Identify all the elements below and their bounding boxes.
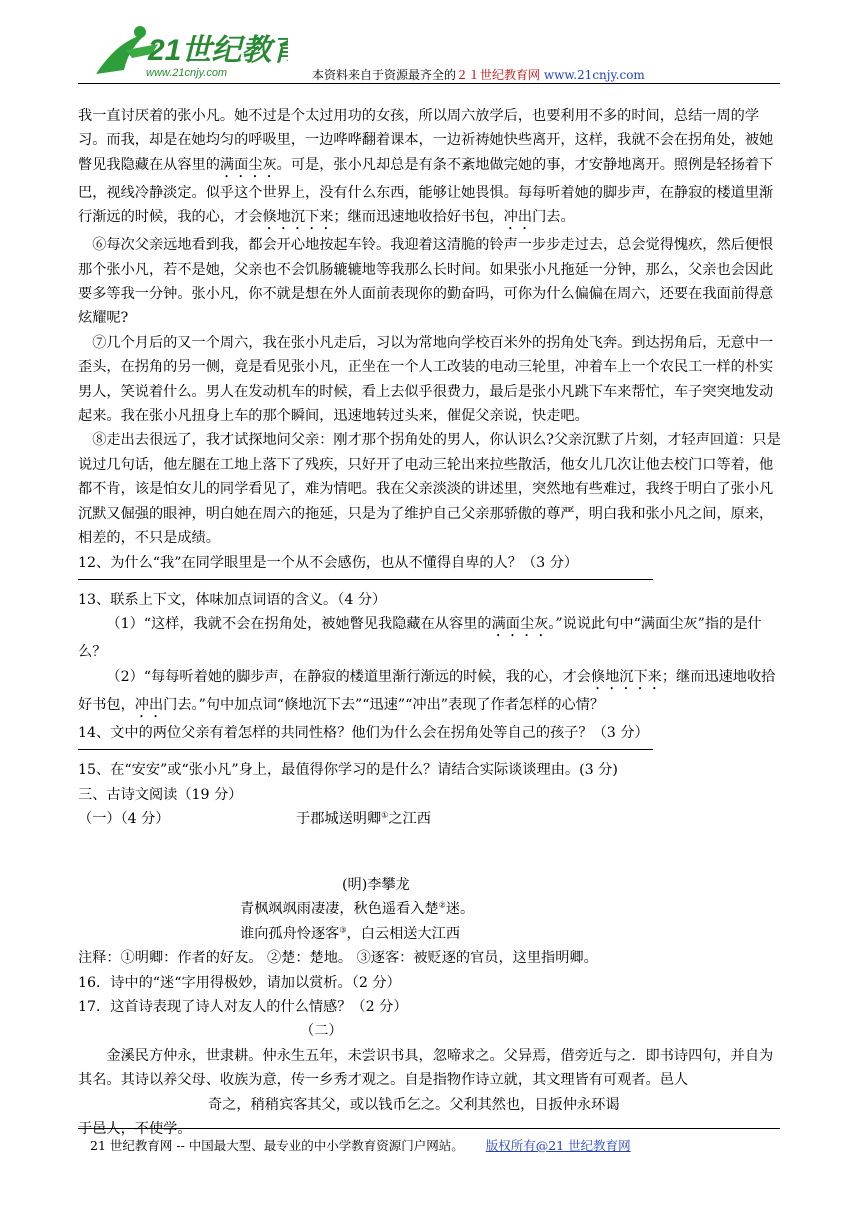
passage-paragraph-6: ⑥每次父亲远地看到我，都会开心地按起车铃。我迎着这清脆的铃声一步步走过去，总会觉得愧疚，然后便恨那个张小凡，若不是她，父亲也不会饥肠辘辘地等我那么长时间。如果张小凡拖延一分钟，那么，父亲也会因此要多等我一分钟。张小凡，你不就是想在外人面前表现你的勤奋吗，可你为什么偏偏在周六，还要在我面前得意炫耀呢? (78, 237, 774, 327)
part1-label: （一）（4 分） (78, 810, 170, 827)
answer-line (78, 575, 653, 580)
logo-url: www.21cnjy.com (146, 67, 228, 79)
logo-text: 21世纪教育 (148, 34, 288, 67)
header-note: 本资料来自于资源最齐全的２１世纪教育网 www.21cnjy.com (312, 68, 645, 82)
question-17: 17．这首诗表现了诗人对友人的什么情感？（2 分） (78, 998, 408, 1015)
poem-title-row (78, 807, 783, 835)
prose-paragraph: 金溪民方仲永，世隶耕。仲永生五年，未尝识书具，忽啼求之。父异焉，借旁近与之．即书诗四句，并自为其名。其诗以养父母、收族为意，传一乡秀才观之。自是指物作诗立就，其文理皆有可观者。邑人 (78, 1047, 774, 1089)
header-link[interactable]: www.21cnjy.com (540, 68, 645, 82)
document-body (78, 104, 783, 1141)
question-15: 15、在“安安”或“张小凡”身上，最值得你学习的是什么？请结合实际谈谈理由。(3 分) (78, 762, 618, 779)
prose-continued: 奇之，稍稍宾客其父，或以钱币乞之。父利其然也，日扳仲永环谒 (208, 1096, 620, 1113)
poem-line-1: 青枫飒飒雨凄凄，秋色遥看入楚②迷。 (240, 900, 475, 918)
footer (90, 1136, 631, 1154)
poem-title: 于郡城送明卿①之江西 (296, 810, 431, 827)
poem-line-2: 谁向孤舟怜逐客③，白云相送大江西 (240, 925, 461, 942)
passage-paragraph-8: ⑧走出去很远了，我才试探地问父亲：刚才那个拐角处的男人，你认识么?父亲沉默了片刻，才轻声回道：只是说过几句话，他左腿在工地上落下了残疾，只好开了电动三轮出来拉些散活，他女儿几次让他去校门口等着，他都不肯，该是怕女儿的同学看见了，难为情吧。我在父亲淡淡的讲述里，突然地有些难过，我终于明白了张小凡沉默又倔强的眼神，明白她在周六的拖延，只是为了维护自己父亲那骄傲的尊严，明白我和张小凡之间，原来，相差的，不只是成绩。 (78, 432, 781, 547)
site-logo (88, 20, 288, 82)
footer-text: 21 世纪教育网 -- 中国最大型、最专业的中小学教育资源门户网站。 (90, 1138, 464, 1153)
passage-paragraph-7: ⑦几个月后的又一个周六，我在张小凡走后，习以为常地向学校百米外的拐角处飞奔。到达拐角后，无意中一歪头，在拐角的另一侧，竟是看见张小凡，正坐在一个人工改装的电动三轮里，冲着车上一个农民工一样的朴实男人，笑说着什么。男人在发动机车的时候，看上去似乎很费力，最后是张小凡跳下车来帮忙，车子突突地发动起来。我在张小凡扭身上车的那个瞬间，迅速地转过头来，催促父亲说，快走吧。 (78, 334, 774, 425)
part2-label: （二） (300, 1023, 343, 1040)
footer-copyright-link[interactable]: 版权所有@21 世纪教育网 (485, 1138, 631, 1153)
poem-author: (明)李攀龙 (342, 876, 410, 893)
answer-line (78, 745, 653, 750)
footer-divider (78, 1128, 780, 1129)
question-16: 16．诗中的“迷“字用得极妙，请加以赏析。（2 分） (78, 974, 401, 991)
section-heading: 三、古诗文阅读（19 分） (78, 786, 243, 803)
question-14: 14、文中的两位父亲有着怎样的共同性格？他们为什么会在拐角处等自己的孩子？（3 分） (78, 724, 649, 741)
prose-end: 于邑人，不使学。 (78, 1121, 192, 1137)
poem-notes: 注释：①明卿：作者的好友。 ②楚：楚地。 ③逐客：被贬逐的官员，这里指明卿。 (78, 950, 598, 967)
header-divider (78, 83, 780, 84)
passage-paragraph-5: 我一直讨厌着的张小凡。她不过是个太过用功的女孩，所以周六放学后，也要利用不多的时间，总结一周的学习。而我，却是在她均匀的呼吸里，一边哗哗翻着课本，一边祈祷她快些离开，这样，我就不会在拐角处，被她瞥见我隐藏在从容里的满面尘灰。可是，张小凡却总是有条不紊地做完她的事，才安静地离开。照例是轻扬着下巴，视线冷静淡定。似乎这个世界上，没有什么东西，能够让她畏惧。每每听着她的脚步声，在静寂的楼道里渐行渐远的时候，我的心，才会倏地沉下来；继而迅速地收拾好书包，冲出门去。 (78, 108, 774, 226)
question-13-2: （2）“每每听着她的脚步声，在静寂的楼道里渐行渐远的时候，我的心，才会倏地沉下来；继而迅速地收拾好书包，冲出门去。”句中加点词“倏地沉下去”“迅速”“冲出”表现了作者怎样的心情？ (78, 668, 776, 713)
question-13-1: （1）“这样，我就不会在拐角处，被她瞥见我隐藏在从容里的满面尘灰。”说说此句中“满面尘灰”指的是什么？ (78, 616, 762, 661)
question-12: 12、为什么“我”在同学眼里是一个从不会感伤，也从不懂得自卑的人？（3 分） (78, 554, 579, 571)
question-13: 13、联系上下文，体味加点词语的含义。（4 分） (78, 591, 387, 608)
